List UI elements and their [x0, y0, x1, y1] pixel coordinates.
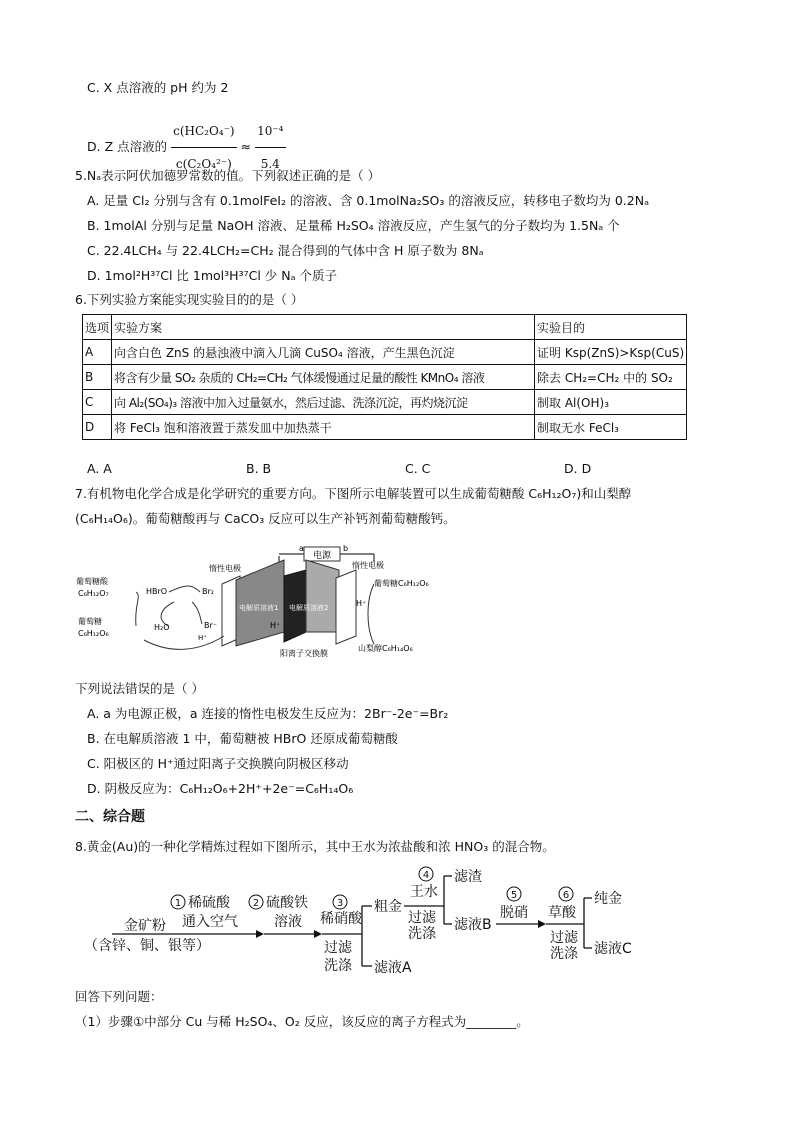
- table-header: 实验目的: [535, 315, 687, 340]
- h2o-label: H₂O: [154, 623, 170, 632]
- br2-label: Br₂: [202, 587, 214, 596]
- cycle-arrow-inner-right: [192, 602, 202, 624]
- h-plus-small: H⁺: [198, 634, 207, 642]
- q6-choice-a: A. A: [87, 461, 112, 476]
- right-electrode-plate: [336, 570, 356, 644]
- electrolyte-1-block: [236, 560, 284, 646]
- ore-note: （含锌、铜、银等）: [84, 938, 210, 954]
- cycle-arrow-left: [136, 592, 139, 626]
- table-cell: 将含有少量 SO₂ 杂质的 CH₂=CH₂ 气体缓慢通过足量的酸性 KMnO₄ 溶液: [112, 365, 535, 390]
- h-plus-middle: H⁺: [270, 621, 281, 630]
- step2-number: 2: [252, 898, 260, 909]
- step3-wash: 洗涤: [324, 958, 352, 974]
- left-electrode-label: 惰性电极: [209, 564, 241, 573]
- q5-stem: 5.Nₐ表示阿伏加德罗常数的值。下列叙述正确的是（ ）: [75, 168, 381, 183]
- q7-stem-line2: (C₆H₁₄O₆)。葡萄糖酸再与 CaCO₃ 反应可以生产补钙剂葡萄糖酸钙。: [75, 511, 456, 526]
- experiment-table: [82, 314, 687, 440]
- q6-stem: 6.下列实验方案能实现实验目的的是（ ）: [75, 292, 304, 307]
- q5-option-c: C. 22.4LCH₄ 与 22.4LCH₂=CH₂ 混合得到的气体中含 H 原子数为 8Nₐ: [87, 243, 484, 258]
- q7-option-a: A. a 为电源正极，a 连接的惰性电极发生反应为：2Br⁻-2e⁻=Br₂: [87, 706, 449, 721]
- table-cell: A: [83, 340, 112, 365]
- table-header: 选项: [83, 315, 112, 340]
- table-row: [83, 340, 687, 365]
- electrolyte-2-label: 电解质溶液2: [289, 604, 329, 612]
- power-label: 电源: [312, 551, 332, 561]
- table-cell: 向含白色 ZnS 的悬浊液中滴入几滴 CuSO₄ 溶液，产生黑色沉淀: [112, 340, 535, 365]
- q5-option-b: B. 1molAl 分别与足量 NaOH 溶液、足量稀 H₂SO₄ 溶液反应，产生氢气的分子数均为 1.5Nₐ 个: [87, 218, 620, 233]
- crude-gold-label: 粗金: [374, 899, 402, 915]
- q5-option-a: A. 足量 Cl₂ 分别与含有 0.1molFeI₂ 的溶液、含 0.1molNa₂SO₃ 的溶液反应，转移电子数均为 0.2Nₐ: [87, 193, 649, 208]
- glucose-right-label: 葡萄糖C₆H₁₂O₆: [374, 579, 429, 588]
- pure-gold-label: 纯金: [594, 891, 622, 907]
- q8-ask: 回答下列问题：: [75, 989, 163, 1004]
- br-minus-label: Br⁻: [204, 621, 217, 630]
- step6-filter: 过滤: [550, 930, 578, 946]
- step6-reagent: 草酸: [548, 905, 576, 921]
- step6-number: 6: [562, 890, 570, 901]
- q7-option-b: B. 在电解质溶液 1 中，葡萄糖被 HBrO 还原成葡萄糖酸: [87, 731, 398, 746]
- cycle-arrow-bottom: [144, 636, 224, 649]
- q6-choice-c: C. C: [405, 461, 431, 476]
- step3-number: 3: [336, 898, 344, 909]
- step1-reagent: 稀硫酸: [188, 895, 230, 911]
- table-cell: C: [83, 390, 112, 415]
- terminal-b-label: b: [343, 544, 349, 553]
- ore-label: 金矿粉: [124, 918, 166, 934]
- electrolyte-1-label: 电解质溶液1: [239, 604, 279, 612]
- sorbitol-label: 山梨醇C₆H₁₄O₆: [358, 644, 413, 653]
- cycle-arrow-top: [169, 586, 200, 592]
- table-cell: 除去 CH₂=CH₂ 中的 SO₂: [535, 365, 687, 390]
- glucose-left-formula: C₆H₁₂O₆: [78, 629, 109, 638]
- step4-number: 4: [422, 870, 430, 881]
- table-header: 实验方案: [112, 315, 535, 340]
- table-cell: 制取无水 FeCl₃: [535, 415, 687, 440]
- table-row: [83, 365, 687, 390]
- value-numerator: 10⁻⁴: [255, 116, 285, 148]
- table-header-row: [83, 315, 687, 340]
- table-row: [83, 415, 687, 440]
- q7-option-d: D. 阴极反应为：C₆H₁₂O₆+2H⁺+2e⁻=C₆H₁₄O₆: [87, 781, 354, 796]
- step5-reagent: 脱硝: [500, 905, 528, 921]
- electrolyte-2-block: [306, 560, 339, 632]
- approx-sign: ≈: [240, 139, 252, 154]
- table-row: [83, 390, 687, 415]
- filtrate-a-label: 滤液A: [374, 960, 412, 976]
- q8-subquestion-1: （1）步骤①中部分 Cu 与稀 H₂SO₄、O₂ 反应，该反应的离子方程式为________。: [75, 1014, 529, 1029]
- step3-filter: 过滤: [324, 940, 352, 956]
- q7-stem-line1: 7.有机物电化学合成是化学研究的重要方向。下图所示电解装置可以生成葡萄糖酸 C₆H₁₂O₇)和山梨醇: [75, 486, 632, 501]
- table-cell: D: [83, 415, 112, 440]
- gluconic-label: 葡萄糖酸: [76, 577, 108, 586]
- table-cell: B: [83, 365, 112, 390]
- ratio-numerator: c(HC₂O₄⁻): [171, 116, 237, 148]
- hbro-label: HBrO: [146, 587, 168, 596]
- h-plus-right: H⁺: [356, 599, 367, 608]
- table-cell: 证明 Ksp(ZnS)>Ksp(CuS): [535, 340, 687, 365]
- ratio-denominator: c(C₂O₄²⁻): [175, 157, 232, 171]
- step3-reagent: 稀硝酸: [320, 911, 362, 927]
- q7-option-c: C. 阳极区的 H⁺通过阳离子交换膜向阴极区移动: [87, 756, 349, 771]
- gold-refining-flowchart: [80, 862, 640, 980]
- step6-wash: 洗涤: [550, 946, 578, 962]
- step2-condition: 溶液: [274, 914, 302, 930]
- filtrate-b-label: 滤液B: [454, 917, 492, 933]
- glucose-left-label: 葡萄糖: [78, 617, 102, 626]
- step1-condition: 通入空气: [182, 914, 238, 930]
- step1-number: 1: [174, 898, 182, 909]
- q6-choice-d: D. D: [564, 461, 592, 476]
- residue-label: 滤渣: [454, 869, 482, 885]
- table-cell: 将 FeCl₃ 饱和溶液置于蒸发皿中加热蒸干: [112, 415, 535, 440]
- step5-number: 5: [510, 890, 518, 901]
- step2-reagent: 硫酸铁: [266, 895, 308, 911]
- section-heading: 二、综合题: [75, 809, 145, 825]
- q6-choice-b: B. B: [246, 461, 272, 476]
- q8-stem: 8.黄金(Au)的一种化学精炼过程如下图所示，其中王水为浓盐酸和浓 HNO₃ 的混合物。: [75, 839, 555, 854]
- q4-option-d-prefix: D. Z 点溶液的: [87, 139, 168, 154]
- q7-ask: 下列说法错误的是（ ）: [75, 681, 204, 696]
- gluconic-formula: C₆H₁₂O₇: [78, 589, 109, 598]
- electrolysis-diagram: [74, 540, 444, 662]
- value-denominator: 5.4: [260, 157, 280, 171]
- step4-filter: 过滤: [408, 910, 436, 926]
- step4-reagent: 王水: [410, 884, 438, 900]
- q5-option-d: D. 1mol²H³⁷Cl 比 1mol³H³⁷Cl 少 Nₐ 个质子: [87, 268, 337, 283]
- table-cell: 制取 Al(OH)₃: [535, 390, 687, 415]
- membrane-label: 阳离子交换膜: [280, 649, 328, 658]
- q4-option-c: C. X 点溶液的 pH 约为 2: [87, 80, 229, 95]
- filtrate-c-label: 滤液C: [594, 941, 632, 957]
- table-cell: 向 Al₂(SO₄)₃ 溶液中加入过量氨水，然后过滤、洗涤沉淀，再灼烧沉淀: [112, 390, 535, 415]
- right-electrode-label: 惰性电极: [352, 561, 384, 570]
- step4-wash: 洗涤: [408, 926, 436, 942]
- right-arrow: [368, 584, 374, 644]
- terminal-a-label: a: [299, 544, 304, 553]
